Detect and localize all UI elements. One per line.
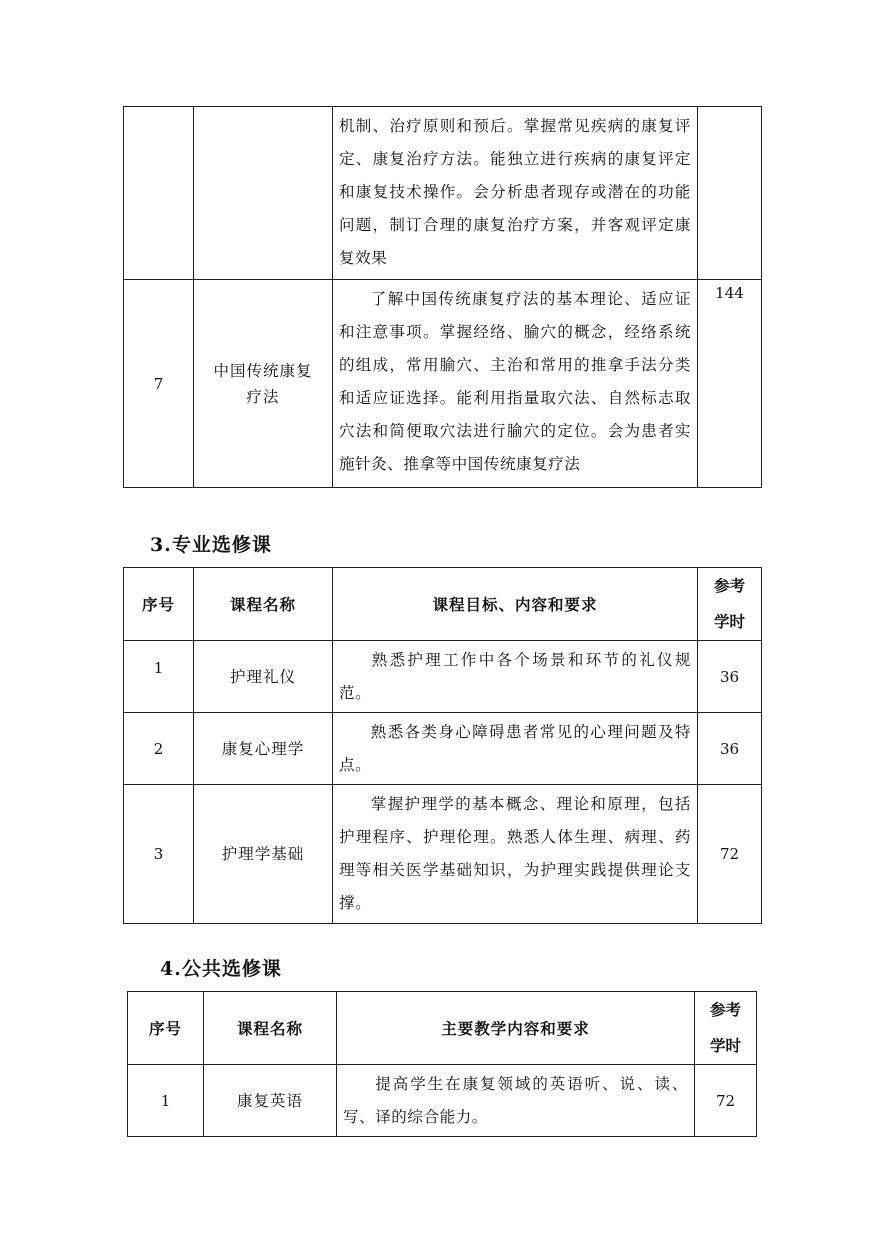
course-name: 康复英语 [204,1065,337,1137]
row-number: 3 [124,785,194,924]
row-number [124,107,194,280]
course-name [194,107,333,280]
course-description: 熟悉护理工作中各个场景和环节的礼仪规范。 [333,641,698,713]
course-hours: 36 [698,641,762,713]
section-title: 4.公共选修课 [160,958,282,980]
public-elective-table [127,991,757,1137]
course-hours: 72 [698,785,762,924]
course-name: 中国传统康复疗法 [194,280,333,488]
row-number: 1 [124,641,194,713]
description-text: 了解中国传统康复疗法的基本理论、适应证和注意事项。掌握经络、腧穴的概念，经络系统的组成，常用腧穴、主治和常用的推拿手法分类和适应证选择。能利用指量取穴法、自然标志取穴法和简便取穴法进行腧穴的定位。会为患者实施针灸、推拿等中国传统康复疗法 [339,290,691,473]
table-row [124,641,762,713]
course-name: 康复心理学 [194,713,333,785]
header-row [128,992,757,1065]
table-row [124,280,762,488]
table-row [124,785,762,924]
header-hours: 参考 学时 [698,568,762,641]
row-number: 1 [128,1065,204,1137]
course-description: 熟悉各类身心障碍患者常见的心理问题及特点。 [333,713,698,785]
header-desc: 主要教学内容和要求 [337,992,695,1065]
table-row [128,1065,757,1137]
header-desc: 课程目标、内容和要求 [333,568,698,641]
header-hours: 参考 学时 [695,992,757,1065]
course-description: 机制、治疗原则和预后。掌握常见疾病的康复评定、康复治疗方法。能独立进行疾病的康复评定和康复技术操作。会分析患者现存或潜在的功能问题，制订合理的康复治疗方案，并客观评定康复效果 [333,107,698,280]
section-title: 3.专业选修课 [150,534,272,556]
course-hours: 72 [695,1065,757,1137]
row-number: 7 [124,280,194,488]
course-name: 护理学基础 [194,785,333,924]
header-row [124,568,762,641]
course-description: 掌握护理学的基本概念、理论和原理，包括护理程序、护理伦理。熟悉人体生理、病理、药理等相关医学基础知识，为护理实践提供理论支撑。 [333,785,698,924]
header-name: 课程名称 [194,568,333,641]
course-description: 提高学生在康复领域的英语听、说、读、写、译的综合能力。 [337,1065,695,1137]
professional-elective-table [123,567,762,924]
table-row [124,713,762,785]
header-no: 序号 [124,568,194,641]
course-description [333,280,698,488]
course-hours: 144 [698,280,762,488]
core-course-table [123,106,762,488]
course-hours: 36 [698,713,762,785]
table-row [124,107,762,280]
course-name: 护理礼仪 [194,641,333,713]
header-no: 序号 [128,992,204,1065]
row-number: 2 [124,713,194,785]
header-name: 课程名称 [204,992,337,1065]
course-hours [698,107,762,280]
